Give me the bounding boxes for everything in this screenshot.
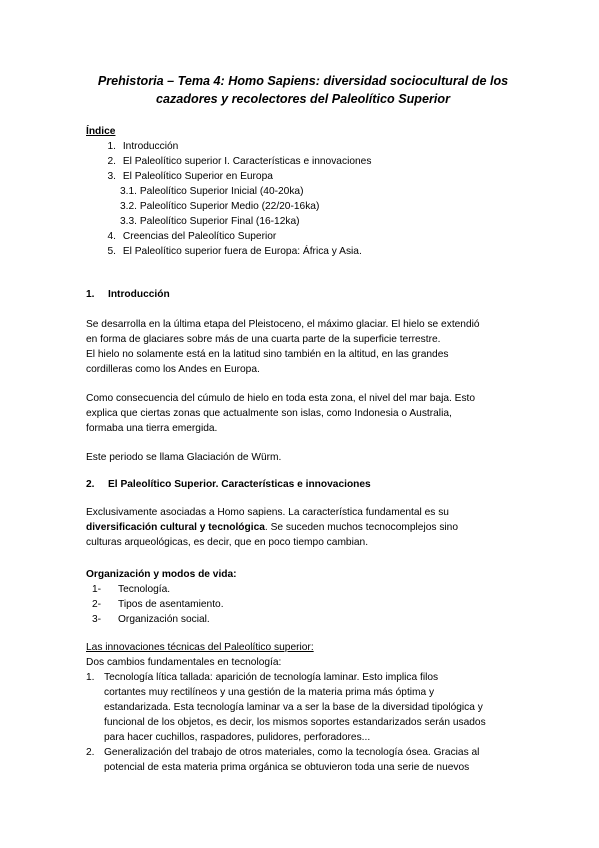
list-item: 1- Tecnología. bbox=[92, 584, 171, 595]
toc-item: 4. Creencias del Paleolítico Superior bbox=[107, 231, 277, 242]
subheading-underlined: Las innovaciones técnicas del Paleolítico superior: bbox=[86, 642, 314, 653]
paragraph: Exclusivamente asociadas a Homo sapiens. La característica fundamental es su diversificación cultural y tecnológica. Se suceden muchos tecnocomplejos sino culturas arqueológicas, es decir, que en poco tiempo cambian. bbox=[86, 507, 459, 548]
toc-subitem: 3.2. Paleolítico Superior Medio (22/20-16ka) bbox=[120, 201, 320, 212]
paragraph: Se desarrolla en la última etapa del Pleistoceno, el máximo glaciar. El hielo se extendió en forma de glaciares sobre más de una cuarta parte de la superficie terrestre. El hielo no solamente está en la latitud sino también en la altitud, en las grandes cordilleras como los Andes en Europa. bbox=[86, 319, 480, 375]
section-heading: 1. Introducción bbox=[86, 289, 170, 300]
list-item: 2- Tipos de asentamiento. bbox=[92, 599, 224, 610]
toc-item: 3. El Paleolítico Superior en Europa bbox=[107, 171, 273, 182]
toc-item: 5. El Paleolítico superior fuera de Europa: África y Asia. bbox=[107, 246, 362, 257]
toc-subitem: 3.3. Paleolítico Superior Final (16-12ka) bbox=[120, 216, 300, 227]
document-title: Prehistoria – Tema 4: Homo Sapiens: diversidad sociocultural de los cazadores y recolectores del Paleolítico Superior bbox=[97, 74, 509, 106]
intro-line: Dos cambios fundamentales en tecnología: bbox=[86, 657, 282, 668]
toc-subitem: 3.1. Paleolítico Superior Inicial (40-20ka) bbox=[120, 186, 304, 197]
list-item: 3- Organización social. bbox=[92, 614, 210, 625]
org-list bbox=[86, 582, 516, 627]
innovations-list bbox=[86, 670, 518, 775]
table-of-contents bbox=[86, 139, 526, 259]
section-heading: 2. El Paleolítico Superior. Características e innovaciones bbox=[86, 479, 371, 490]
toc-item: 2. El Paleolítico superior I. Características e innovaciones bbox=[107, 156, 372, 167]
index-heading: Índice bbox=[86, 126, 116, 137]
subheading: Organización y modos de vida: bbox=[86, 569, 237, 580]
paragraph: Como consecuencia del cúmulo de hielo en toda esta zona, el nivel del mar baja. Esto explica que ciertas zonas que actualmente son islas, como Indonesia o Australia, formaba una tierra emergida. bbox=[86, 393, 476, 434]
bold-phrase: diversificación cultural y tecnológica bbox=[86, 522, 265, 533]
list-item: 1. Tecnología lítica tallada: aparición de tecnología laminar. Esto implica filos cortantes muy rectilíneos y una gestión de la materia prima más óptima y estandarizada. Esta tecnología laminar va a ser la base de la diversidad tipológica y funcional de los objetos, es decir, los mismos soportes estandarizados serán usados para hacer cuchillos, raspadores, pulidores, perforadores... bbox=[86, 672, 486, 743]
toc-item: 1. Introducción bbox=[107, 141, 179, 152]
list-item: 2. Generalización del trabajo de otros materiales, como la tecnología ósea. Gracias al potencial de esta materia prima orgánica se obtuvieron toda una serie de nuevos bbox=[86, 747, 480, 773]
paragraph: Este periodo se llama Glaciación de Würm. bbox=[86, 452, 282, 463]
